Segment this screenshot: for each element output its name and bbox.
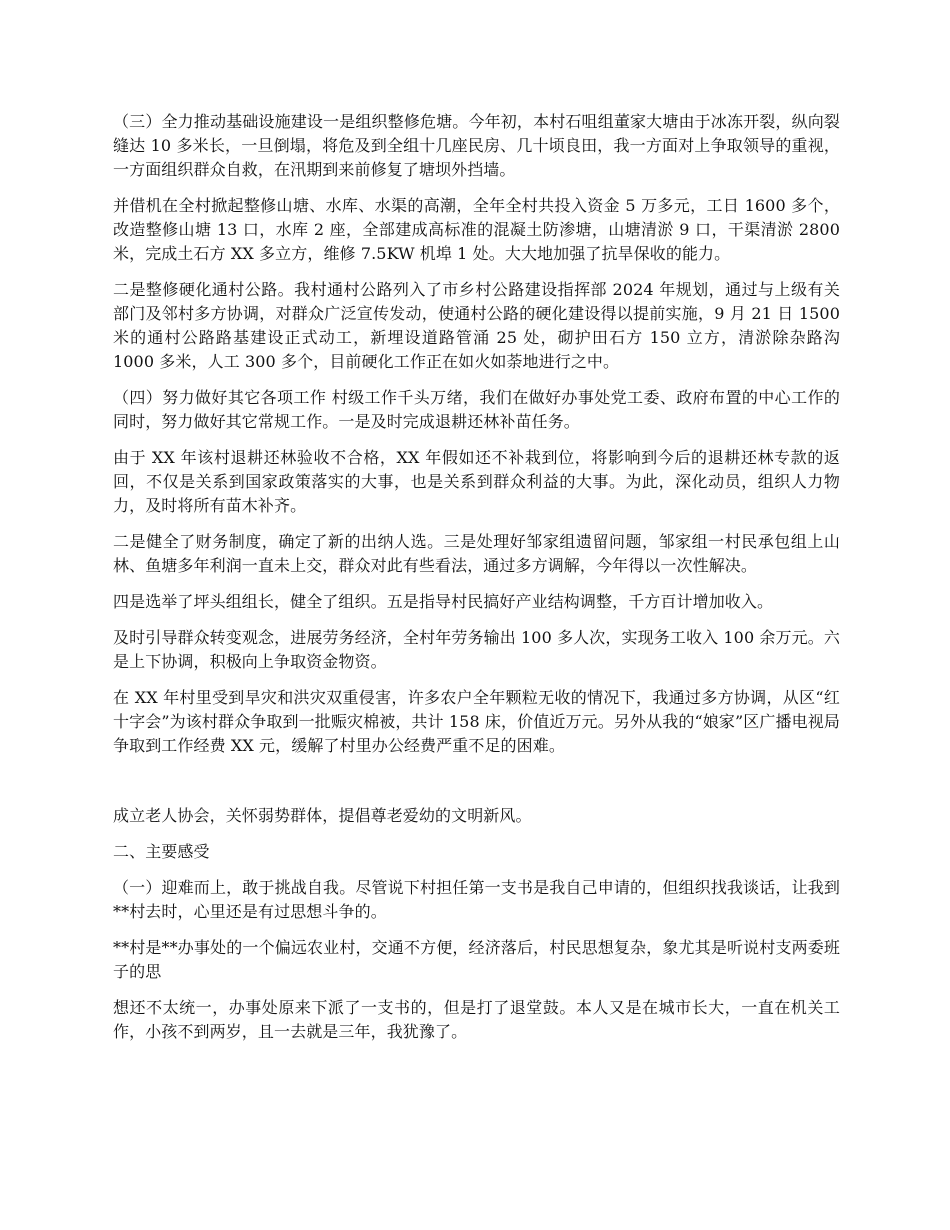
paragraph: 二是健全了财务制度，确定了新的出纳人选。三是处理好邹家组遗留问题，邹家组一村民承包组上山林、鱼塘多年利润一直未上交，群众对此有些看法，通过多方调解，今年得以一次性解决。 (113, 532, 840, 575)
section-spacer (113, 770, 840, 804)
document-page (113, 110, 840, 1056)
paragraph: 四是选举了坪头组组长，健全了组织。五是指导村民搞好产业结构调整，千方百计增加收入。 (113, 592, 774, 611)
paragraph: 二是整修硬化通村公路。我村通村公路列入了市乡村公路建设指挥部 2024 年规划，通过与上级有关部门及邻村多方协调，对群众广泛宣传发动，使通村公路的硬化建设得以提前实施，9 月 21 日 1500 米的通村公路路基建设正式动工，新埋设道路管涌 25 处，砌护田石方 150 立方，清淤除杂路沟 1000 多米，人工 300 多个，目前硬化工作正在如火如荼地进行之中。 (113, 280, 840, 371)
paragraph: 并借机在全村掀起整修山塘、水库、水渠的高潮，全年全村共投入资金 5 万多元，工日 1600 多个，改造整修山塘 13 口，水库 2 座，全部建成高标准的混凝土防渗塘，山塘清淤 9 口，干渠清淤 2800 米，完成土石方 XX 多立方，维修 7.5KW 机埠 1 处。大大地加强了抗旱保收的能力。 (113, 196, 840, 263)
paragraph: （一）迎难而上，敢于挑战自我。尽管说下村担任第一支书是我自己申请的，但组织找我谈话，让我到**村去时，心里还是有过思想斗争的。 (113, 878, 840, 921)
paragraph: （四）努力做好其它各项工作 村级工作千头万绪，我们在做好办事处党工委、政府布置的中心工作的同时，努力做好其它常规工作。一是及时完成退耕还林补苗任务。 (113, 388, 840, 431)
paragraph: **村是**办事处的一个偏远农业村，交通不方便，经济落后，村民思想复杂，象尤其是听说村支两委班子的思 (113, 938, 840, 981)
section-heading: 二、主要感受 (113, 842, 210, 861)
paragraph: 及时引导群众转变观念，进展劳务经济，全村年劳务输出 100 多人次，实现务工收入 100 余万元。六是上下协调，积极向上争取资金物资。 (113, 628, 840, 671)
paragraph: （三）全力推动基础设施建设一是组织整修危塘。今年初，本村石咀组董家大塘由于冰冻开裂，纵向裂缝达 10 多米长，一旦倒塌，将危及到全组十几座民房、几十顷良田，我一方面对上争取领导的重视，一方面组织群众自救，在汛期到来前修复了塘坝外挡墙。 (113, 112, 840, 179)
paragraph: 由于 XX 年该村退耕还林验收不合格，XX 年假如还不补栽到位，将影响到今后的退耕还林专款的返回，不仅是关系到国家政策落实的大事，也是关系到群众利益的大事。为此，深化动员，组织人力物力，及时将所有苗木补齐。 (113, 448, 840, 515)
paragraph: 成立老人协会，关怀弱势群体，提倡尊老爱幼的文明新风。 (113, 806, 532, 825)
paragraph: 在 XX 年村里受到旱灾和洪灾双重侵害，许多农户全年颗粒无收的情况下，我通过多方协调，从区“红十字会”为该村群众争取到一批赈灾棉被，共计 158 床，价值近万元。另外从我的“娘家”区广播电视局争取到工作经费 XX 元，缓解了村里办公经费严重不足的困难。 (113, 688, 840, 755)
paragraph: 想还不太统一，办事处原来下派了一支书的，但是打了退堂鼓。本人又是在城市长大，一直在机关工作，小孩不到两岁，且一去就是三年，我犹豫了。 (113, 998, 840, 1041)
